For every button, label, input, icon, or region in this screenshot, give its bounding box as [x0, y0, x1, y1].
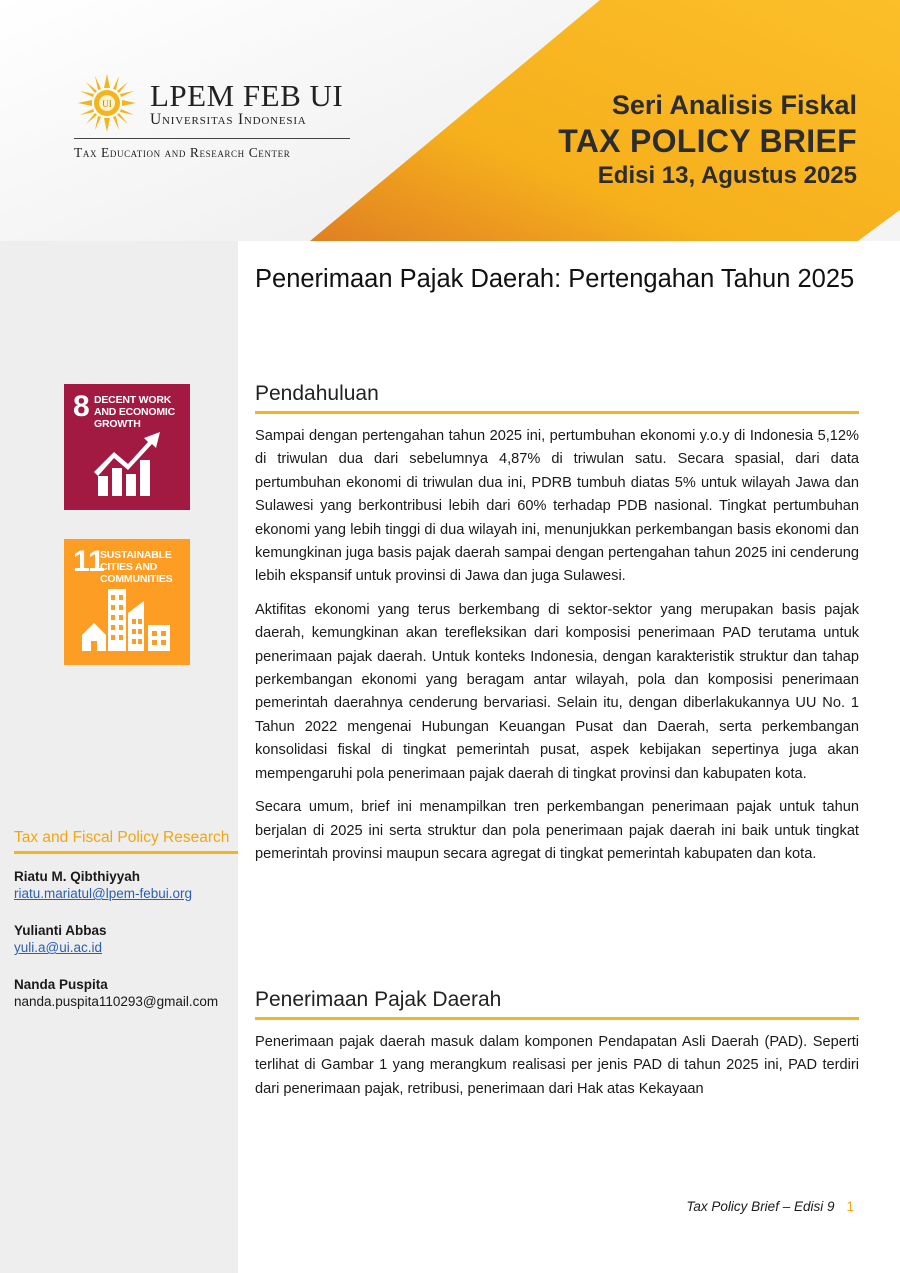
- page-footer: [686, 1199, 854, 1214]
- author-name: Yulianti Abbas: [14, 923, 107, 938]
- sdg8-badge: [64, 384, 190, 510]
- section-heading: Penerimaan Pajak Daerah: [255, 988, 859, 1020]
- paragraph: Sampai dengan pertengahan tahun 2025 ini, pertumbuhan ekonomi y.o.y di Indonesia 5,12% di triwulan dua dari sebelumnya 4,87% di triwulan satu. Secara spasial, dari data pertumbuhan ekonomi di triwulan dua ini, PDRB tumbuh diatas 5% untuk wilayah Jawa dan Sulawesi yang berkontribusi lebih dari 60% terhadap PDB nasional. Tingkat pertumbuhan ekonomi yang lebih tinggi di dua wilayah ini, menunjukkan perkembangan basis ekonomi dan kemungkinan juga basis pajak daerah sampai dengan pertengahan tahun 2025 ini cenderung lebih ekspansif untuk provinsi di Jawa dan juga Sulawesi.: [255, 428, 859, 585]
- edition-label: Edisi 13, Agustus 2025: [597, 162, 857, 189]
- sidebar: [0, 241, 238, 1273]
- logo-university: Universitas Indonesia: [150, 111, 307, 128]
- logo-subtitle: Tax Education and Research Center: [74, 145, 291, 160]
- sdg8-title: DECENT WORK AND ECONOMIC GROWTH: [94, 394, 176, 430]
- author-email-link[interactable]: riatu.mariatul@lpem-febui.org: [14, 886, 193, 901]
- svg-text:UI: UI: [102, 99, 112, 109]
- series-title-block: [558, 89, 857, 192]
- paragraph: Secara umum, brief ini menampilkan tren perkembangan penerimaan pajak untuk tahun berjalan di 2025 ini serta struktur dan pola penerimaan pajak daerah ini baik untuk tingkat pemerintah provinsi maupun secara agregat di tingkat pemerintah kabupaten dan kota.: [255, 799, 859, 862]
- series-name: Seri Analisis Fiskal: [611, 90, 857, 120]
- document-title: Penerimaan Pajak Daerah: Pertengahan Tahun 2025: [255, 265, 855, 293]
- author-entry: [14, 976, 238, 1010]
- section-pendahuluan: [255, 382, 859, 866]
- sdg11-number: 11: [73, 545, 105, 578]
- author-entry: [14, 868, 238, 902]
- page-number: 1: [846, 1199, 854, 1214]
- sdg8-number: 8: [73, 390, 90, 423]
- author-name: Riatu M. Qibthiyyah: [14, 869, 141, 884]
- lpem-logo: [74, 72, 354, 167]
- authors-heading: Tax and Fiscal Policy Research: [14, 829, 238, 854]
- author-email-link[interactable]: yuli.a@ui.ac.id: [14, 940, 102, 955]
- section-heading: Pendahuluan: [255, 382, 859, 414]
- paragraph: Aktifitas ekonomi yang terus berkembang di sektor-sektor yang merupakan basis pajak daerah, kemungkinan akan terefleksikan dari komposisi penerimaan PAD terutama untuk penerimaan pajak daerah. Untuk konteks Indonesia, dengan karakteristik struktur dan tahap perkembangan ekonomi yang beragam antar wilayah, pola dan komposisi penerimaan pemerintah daerahnya cenderung bervariasi. Selain itu, dengan diberlakukannya UU No. 1 Tahun 2022 mengenai Hubungan Keuangan Pusat dan Daerah, serta perkembangan konsolidasi fiskal di tingkat pemerintah pusat, aspek kebijakan sepertinya juga akan mempengaruhi pola penerimaan pajak daerah di tingkat provinsi dan kabupaten kota.: [255, 601, 859, 782]
- logo-divider: [74, 138, 350, 139]
- logo-name: LPEM FEB UI: [150, 78, 344, 113]
- footer-label: Tax Policy Brief – Edisi 9: [686, 1199, 835, 1214]
- paragraph: Penerimaan pajak daerah masuk dalam komponen Pendapatan Asli Daerah (PAD). Seperti terlihat di Gambar 1 yang merangkum realisasi per jenis PAD di tahun 2025 ini, PAD terdiri dari penerimaan pajak, retribusi, penerimaan dari Hak atas Kekayaan: [255, 1034, 859, 1097]
- author-entry: [14, 922, 238, 956]
- author-name: Nanda Puspita: [14, 977, 108, 992]
- document-title-block: [255, 262, 859, 297]
- makara-emblem-icon: [76, 72, 138, 134]
- header-banner: [0, 0, 900, 241]
- publication-title: TAX POLICY BRIEF: [558, 123, 857, 159]
- sdg11-title: SUSTAINABLE CITIES AND COMMUNITIES: [100, 549, 173, 585]
- section-penerimaan-pajak-daerah: [255, 988, 859, 1101]
- sdg11-badge: [64, 539, 190, 665]
- author-email: nanda.puspita110293@gmail.com: [14, 994, 219, 1009]
- authors-block: [14, 829, 238, 1010]
